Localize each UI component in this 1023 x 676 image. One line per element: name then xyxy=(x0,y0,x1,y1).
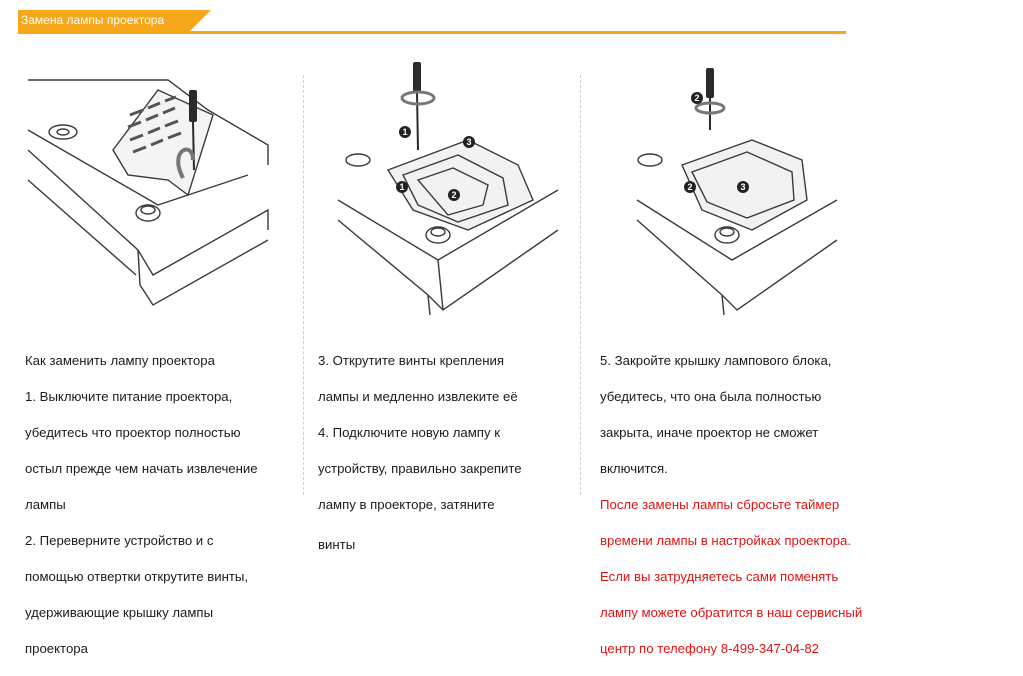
step-line: убедитесь что проектор полностью xyxy=(25,425,241,440)
service-phone-line: центр по телефону 8-499-347-04-82 xyxy=(600,641,819,656)
illustration-step-1 xyxy=(18,70,288,320)
step-line: остыл прежде чем начать извлечение xyxy=(25,461,258,476)
step-line: помощью отвертки открутите винты, xyxy=(25,569,249,584)
service-note-line: лампу можете обратится в наш сервисный xyxy=(600,605,863,620)
step-text-1 xyxy=(25,334,258,676)
step-text-2 xyxy=(318,334,522,572)
step-line: устройству, правильно закрепите xyxy=(318,461,522,476)
step-line: закрыта, иначе проектор не сможет xyxy=(600,425,819,440)
screwdriver-icon xyxy=(706,68,714,130)
step-line: проектора xyxy=(25,641,88,656)
callout-badge: 2 xyxy=(694,93,700,103)
step-line: Как заменить лампу проектора xyxy=(25,353,215,368)
service-note-line: Если вы затрудняетесь сами поменять xyxy=(600,569,839,584)
callout-badge: 3 xyxy=(740,182,746,192)
callout-badge: 1 xyxy=(399,182,405,192)
step-line: лампы xyxy=(25,497,66,512)
callout-badge: 2 xyxy=(451,190,457,200)
step-line: включится. xyxy=(600,461,668,476)
header-underline xyxy=(18,31,846,34)
step-line: лампы и медленно извлеките её xyxy=(318,389,518,404)
column-divider xyxy=(580,75,581,495)
step-line: 1. Выключите питание проектора, xyxy=(25,389,233,404)
step-line: винты xyxy=(318,537,356,552)
step-text-3 xyxy=(600,334,862,676)
column-divider xyxy=(303,75,304,495)
service-note-line: После замены лампы сбросьте таймер xyxy=(600,497,840,512)
section-header xyxy=(18,10,846,34)
callout-badge: 3 xyxy=(466,137,472,147)
step-line: 3. Открутите винты крепления xyxy=(318,353,505,368)
page-title: Замена лампы проектора xyxy=(21,13,165,27)
step-line: 4. Подключите новую лампу к xyxy=(318,425,500,440)
step-line: лампу в проекторе, затяните xyxy=(318,497,495,512)
callout-badge: 2 xyxy=(687,182,693,192)
step-line: 2. Переверните устройство и с xyxy=(25,533,214,548)
step-line: удерживающие крышку лампы xyxy=(25,605,214,620)
step-line: убедитесь, что она была полностью xyxy=(600,389,822,404)
illustration-step-2 xyxy=(318,60,573,320)
step-line: 5. Закройте крышку лампового блока, xyxy=(600,353,832,368)
service-note-line: времени лампы в настройках проектора. xyxy=(600,533,851,548)
callout-badge: 1 xyxy=(402,127,408,137)
illustration-step-3 xyxy=(602,60,842,320)
header-tab-arrow xyxy=(188,10,211,33)
screwdriver-icon xyxy=(413,62,421,150)
